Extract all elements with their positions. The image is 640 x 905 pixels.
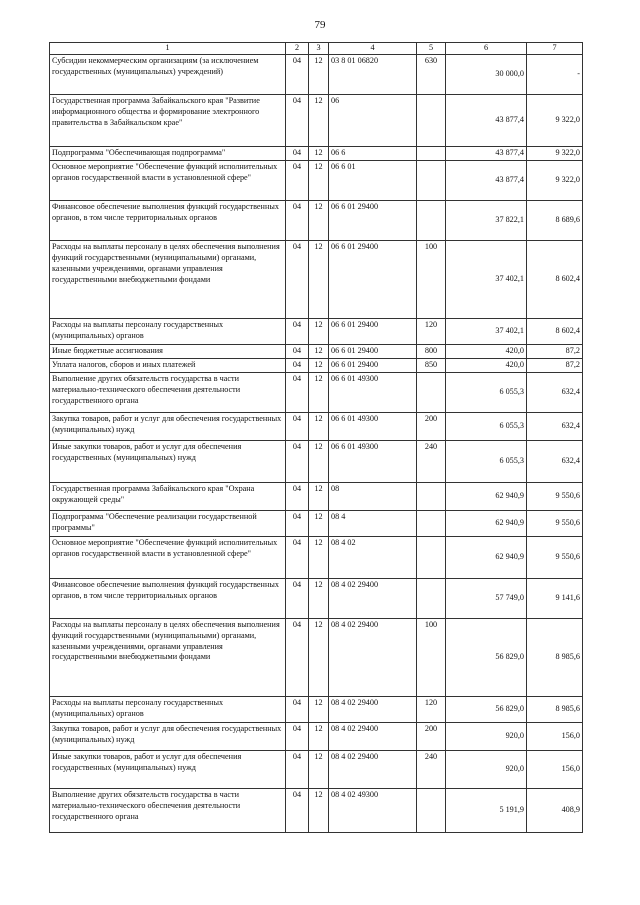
amount-col6-cell: 56 829,0 (446, 618, 527, 696)
section-code-cell: 04 (286, 95, 309, 147)
expense-name-cell: Иные бюджетные ассигнования (50, 344, 286, 358)
subsection-code-cell: 12 (309, 510, 329, 536)
amount-col6-cell: 920,0 (446, 750, 527, 788)
target-article-cell: 08 4 02 29400 (329, 696, 417, 722)
table-body (50, 43, 583, 833)
expense-name-cell: Основное мероприятие "Обеспечение функций исполнительных органов государственной власти в установленной сфере" (50, 536, 286, 578)
amount-col6-cell: 62 940,9 (446, 536, 527, 578)
table-row (50, 788, 583, 832)
amount-col7-cell: 632,4 (527, 372, 583, 412)
subsection-code-cell: 12 (309, 358, 329, 372)
table-row (50, 358, 583, 372)
expense-name-cell: Подпрограмма "Обеспечение реализации государственной программы" (50, 510, 286, 536)
expense-name-cell: Финансовое обеспечение выполнения функций государственных органов, в том числе территориальных органов (50, 200, 286, 240)
amount-col6-cell: 6 055,3 (446, 372, 527, 412)
target-article-cell: 08 4 (329, 510, 417, 536)
expense-type-cell (417, 536, 446, 578)
expense-type-cell: 240 (417, 440, 446, 482)
target-article-cell: 06 6 01 49300 (329, 440, 417, 482)
column-header: 6 (446, 43, 527, 55)
subsection-code-cell: 12 (309, 412, 329, 440)
amount-col7-cell: - (527, 55, 583, 95)
section-code-cell: 04 (286, 412, 309, 440)
section-code-cell: 04 (286, 372, 309, 412)
expense-name-cell: Иные закупки товаров, работ и услуг для обеспечения государственных (муниципальных) нужд (50, 750, 286, 788)
section-code-cell: 04 (286, 750, 309, 788)
expense-type-cell: 630 (417, 55, 446, 95)
expense-name-cell: Финансовое обеспечение выполнения функций государственных органов, в том числе территориальных органов (50, 578, 286, 618)
expense-type-cell: 850 (417, 358, 446, 372)
target-article-cell: 08 4 02 29400 (329, 578, 417, 618)
expense-type-cell (417, 147, 446, 161)
expense-name-cell: Закупка товаров, работ и услуг для обеспечения государственных (муниципальных) нужд (50, 722, 286, 750)
target-article-cell: 06 6 01 29400 (329, 240, 417, 318)
target-article-cell: 08 4 02 29400 (329, 618, 417, 696)
amount-col7-cell: 9 550,6 (527, 536, 583, 578)
subsection-code-cell: 12 (309, 318, 329, 344)
section-code-cell: 04 (286, 344, 309, 358)
target-article-cell: 08 (329, 482, 417, 510)
expense-type-cell (417, 200, 446, 240)
subsection-code-cell: 12 (309, 788, 329, 832)
expense-type-cell (417, 510, 446, 536)
amount-col6-cell: 30 000,0 (446, 55, 527, 95)
expense-name-cell: Выполнение других обязательств государства в части материально-технического обеспечения деятельности государственного органа (50, 372, 286, 412)
amount-col7-cell: 9 550,6 (527, 482, 583, 510)
amount-col6-cell: 62 940,9 (446, 482, 527, 510)
amount-col6-cell: 56 829,0 (446, 696, 527, 722)
expense-name-cell: Расходы на выплаты персоналу в целях обеспечения выполнения функций государственными (муниципальными) органами, казенными учреждениями, органами управления государственными внебюджетными фондами (50, 618, 286, 696)
subsection-code-cell: 12 (309, 344, 329, 358)
expense-type-cell (417, 482, 446, 510)
target-article-cell: 06 6 01 29400 (329, 344, 417, 358)
target-article-cell: 06 6 01 49300 (329, 372, 417, 412)
column-header: 3 (309, 43, 329, 55)
table-row (50, 440, 583, 482)
table-row (50, 55, 583, 95)
section-code-cell: 04 (286, 618, 309, 696)
table-row (50, 536, 583, 578)
amount-col7-cell: 408,9 (527, 788, 583, 832)
expense-name-cell: Иные закупки товаров, работ и услуг для обеспечения государственных (муниципальных) нужд (50, 440, 286, 482)
expense-type-cell (417, 578, 446, 618)
amount-col6-cell: 43 877,4 (446, 95, 527, 147)
section-code-cell: 04 (286, 440, 309, 482)
column-header: 2 (286, 43, 309, 55)
subsection-code-cell: 12 (309, 372, 329, 412)
section-code-cell: 04 (286, 200, 309, 240)
expense-name-cell: Расходы на выплаты персоналу государственных (муниципальных) органов (50, 318, 286, 344)
table-row (50, 412, 583, 440)
subsection-code-cell: 12 (309, 200, 329, 240)
expense-type-cell (417, 160, 446, 200)
amount-col6-cell: 37 822,1 (446, 200, 527, 240)
amount-col6-cell: 420,0 (446, 358, 527, 372)
expense-type-cell: 120 (417, 696, 446, 722)
expense-name-cell: Закупка товаров, работ и услуг для обеспечения государственных (муниципальных) нужд (50, 412, 286, 440)
expense-name-cell: Субсидии некоммерческим организациям (за исключением государственных (муниципальных) учреждений) (50, 55, 286, 95)
expense-name-cell: Расходы на выплаты персоналу в целях обеспечения выполнения функций государственными (муниципальными) органами, казенными учреждениями, органами управления государственными внебюджетными фондами (50, 240, 286, 318)
table-row (50, 722, 583, 750)
table-row (50, 95, 583, 147)
amount-col7-cell: 8 602,4 (527, 240, 583, 318)
expense-type-cell: 100 (417, 618, 446, 696)
subsection-code-cell: 12 (309, 160, 329, 200)
target-article-cell: 06 6 01 29400 (329, 200, 417, 240)
expense-name-cell: Уплата налогов, сборов и иных платежей (50, 358, 286, 372)
amount-col7-cell: 156,0 (527, 750, 583, 788)
section-code-cell: 04 (286, 55, 309, 95)
subsection-code-cell: 12 (309, 440, 329, 482)
amount-col7-cell: 8 985,6 (527, 696, 583, 722)
table-row (50, 200, 583, 240)
table-row (50, 750, 583, 788)
amount-col7-cell: 632,4 (527, 412, 583, 440)
expense-type-cell: 200 (417, 722, 446, 750)
amount-col6-cell: 6 055,3 (446, 412, 527, 440)
section-code-cell: 04 (286, 788, 309, 832)
column-header: 5 (417, 43, 446, 55)
target-article-cell: 06 6 01 29400 (329, 318, 417, 344)
table-row (50, 344, 583, 358)
expense-type-cell: 120 (417, 318, 446, 344)
subsection-code-cell: 12 (309, 55, 329, 95)
amount-col6-cell: 920,0 (446, 722, 527, 750)
amount-col6-cell: 5 191,9 (446, 788, 527, 832)
amount-col7-cell: 632,4 (527, 440, 583, 482)
amount-col7-cell: 8 602,4 (527, 318, 583, 344)
section-code-cell: 04 (286, 536, 309, 578)
expense-name-cell: Государственная программа Забайкальского края "Развитие информационного общества и формирование электронного правительства в Забайкальском крае" (50, 95, 286, 147)
amount-col6-cell: 43 877,4 (446, 160, 527, 200)
subsection-code-cell: 12 (309, 147, 329, 161)
target-article-cell: 06 (329, 95, 417, 147)
amount-col6-cell: 420,0 (446, 344, 527, 358)
column-header: 4 (329, 43, 417, 55)
table-row (50, 510, 583, 536)
subsection-code-cell: 12 (309, 696, 329, 722)
section-code-cell: 04 (286, 240, 309, 318)
subsection-code-cell: 12 (309, 536, 329, 578)
page-number: 79 (314, 19, 326, 31)
expense-name-cell: Подпрограмма "Обеспечивающая подпрограмма" (50, 147, 286, 161)
budget-table (49, 42, 583, 833)
target-article-cell: 08 4 02 (329, 536, 417, 578)
subsection-code-cell: 12 (309, 482, 329, 510)
expense-name-cell: Расходы на выплаты персоналу государственных (муниципальных) органов (50, 696, 286, 722)
table-row (50, 240, 583, 318)
section-code-cell: 04 (286, 318, 309, 344)
subsection-code-cell: 12 (309, 750, 329, 788)
amount-col6-cell: 43 877,4 (446, 147, 527, 161)
column-header: 7 (527, 43, 583, 55)
subsection-code-cell: 12 (309, 95, 329, 147)
target-article-cell: 03 8 01 06820 (329, 55, 417, 95)
amount-col7-cell: 8 985,6 (527, 618, 583, 696)
section-code-cell: 04 (286, 696, 309, 722)
table-row (50, 618, 583, 696)
target-article-cell: 08 4 02 49300 (329, 788, 417, 832)
amount-col7-cell: 8 689,6 (527, 200, 583, 240)
target-article-cell: 06 6 01 (329, 160, 417, 200)
table-row (50, 696, 583, 722)
subsection-code-cell: 12 (309, 618, 329, 696)
expense-type-cell (417, 372, 446, 412)
amount-col7-cell: 9 141,6 (527, 578, 583, 618)
subsection-code-cell: 12 (309, 578, 329, 618)
table-row (50, 482, 583, 510)
table-row (50, 372, 583, 412)
amount-col7-cell: 87,2 (527, 344, 583, 358)
target-article-cell: 06 6 01 29400 (329, 358, 417, 372)
expense-type-cell: 200 (417, 412, 446, 440)
amount-col7-cell: 87,2 (527, 358, 583, 372)
section-code-cell: 04 (286, 358, 309, 372)
expense-name-cell: Основное мероприятие "Обеспечение функций исполнительных органов государственной власти в установленной сфере" (50, 160, 286, 200)
target-article-cell: 08 4 02 29400 (329, 722, 417, 750)
amount-col7-cell: 9 550,6 (527, 510, 583, 536)
section-code-cell: 04 (286, 722, 309, 750)
table-row (50, 578, 583, 618)
section-code-cell: 04 (286, 578, 309, 618)
table-row (50, 318, 583, 344)
target-article-cell: 06 6 (329, 147, 417, 161)
amount-col6-cell: 37 402,1 (446, 318, 527, 344)
amount-col6-cell: 6 055,3 (446, 440, 527, 482)
column-header: 1 (50, 43, 286, 55)
amount-col6-cell: 57 749,0 (446, 578, 527, 618)
table-row (50, 147, 583, 161)
subsection-code-cell: 12 (309, 722, 329, 750)
subsection-code-cell: 12 (309, 240, 329, 318)
amount-col7-cell: 9 322,0 (527, 147, 583, 161)
target-article-cell: 08 4 02 29400 (329, 750, 417, 788)
amount-col7-cell: 9 322,0 (527, 95, 583, 147)
amount-col7-cell: 9 322,0 (527, 160, 583, 200)
expense-name-cell: Государственная программа Забайкальского края "Охрана окружающей среды" (50, 482, 286, 510)
expense-type-cell (417, 95, 446, 147)
target-article-cell: 06 6 01 49300 (329, 412, 417, 440)
column-header-row (50, 43, 583, 55)
expense-name-cell: Выполнение других обязательств государства в части материально-технического обеспечения деятельности государственного органа (50, 788, 286, 832)
section-code-cell: 04 (286, 482, 309, 510)
amount-col6-cell: 37 402,1 (446, 240, 527, 318)
expense-type-cell (417, 788, 446, 832)
expense-type-cell: 240 (417, 750, 446, 788)
table-row (50, 160, 583, 200)
amount-col6-cell: 62 940,9 (446, 510, 527, 536)
section-code-cell: 04 (286, 147, 309, 161)
expense-type-cell: 800 (417, 344, 446, 358)
amount-col7-cell: 156,0 (527, 722, 583, 750)
expense-type-cell: 100 (417, 240, 446, 318)
section-code-cell: 04 (286, 160, 309, 200)
section-code-cell: 04 (286, 510, 309, 536)
